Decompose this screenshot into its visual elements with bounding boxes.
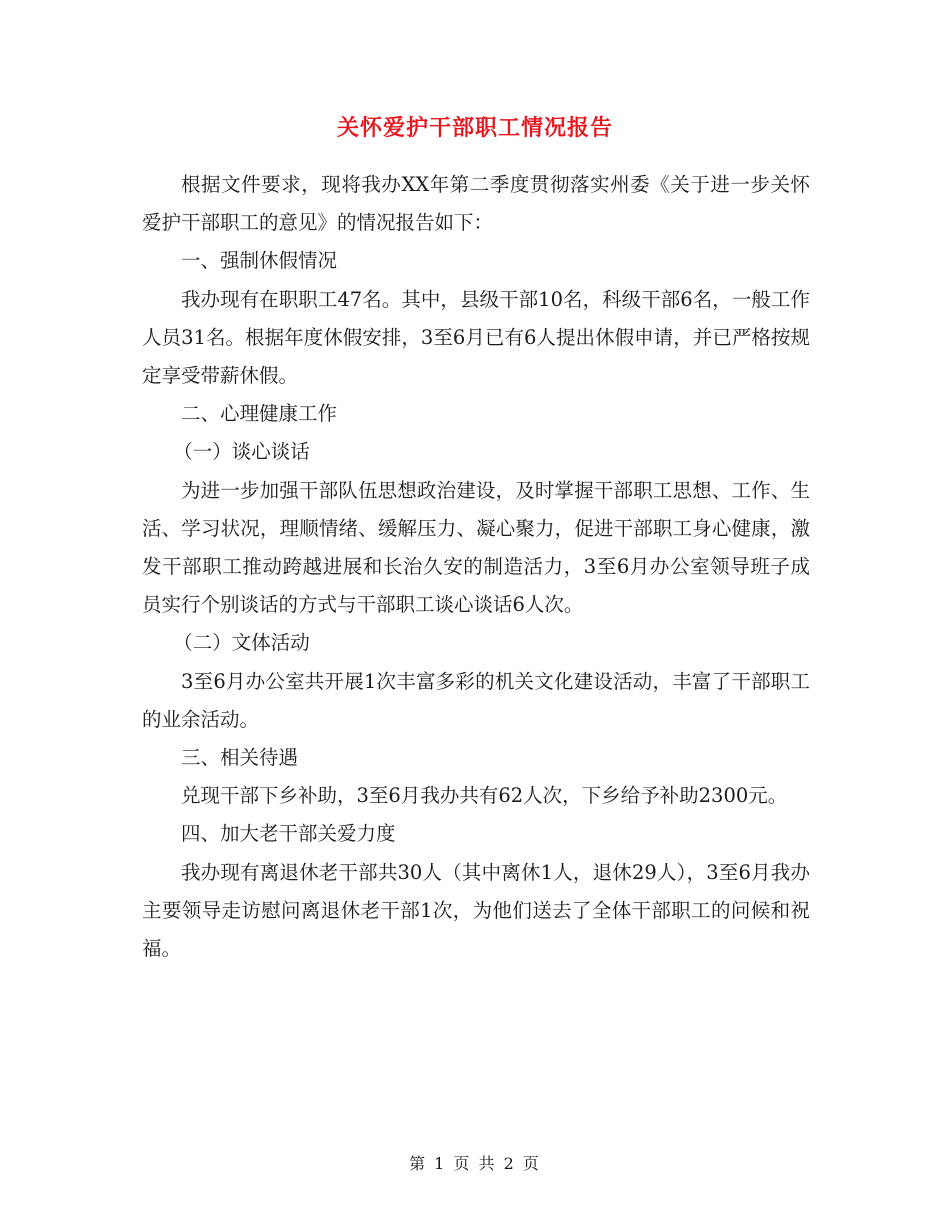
section-heading-4: 四、加大老干部关爱力度 xyxy=(181,822,396,846)
subsection-2-2-paragraph: 3至6月办公室共开展1次丰富多彩的机关文化建设活动，丰富了干部职工的业余活动。 xyxy=(142,669,810,731)
section-heading-3: 三、相关待遇 xyxy=(181,746,299,770)
section-heading-1: 一、强制休假情况 xyxy=(181,249,338,273)
subsection-heading-2-2: （二）文体活动 xyxy=(173,631,310,655)
document-title: 关怀爱护干部职工情况报告 xyxy=(336,115,613,141)
subsection-2-1-paragraph: 为进一步加强干部队伍思想政治建设，及时掌握干部职工思想、工作、生活、学习状况，理顺情绪、缓解压力、凝心聚力，促进干部职工身心健康，激发干部职工推动跨越进展和长治久安的制造活力，3至6月办公室领导班子成员实行个别谈话的方式与干部职工谈心谈话6人次。 xyxy=(142,478,810,617)
page-footer: 第 1 页 共 2 页 xyxy=(409,1154,541,1173)
section-1-paragraph: 我办现有在职职工47名。其中，县级干部10名，科级干部6名，一般工作人员31名。根据年度休假安排，3至6月已有6人提出休假申请，并已严格按规定享受带薪休假。 xyxy=(142,287,810,388)
intro-paragraph: 根据文件要求，现将我办XX年第二季度贯彻落实州委《关于进一步关怀爱护干部职工的意见》的情况报告如下： xyxy=(142,173,810,235)
section-4-paragraph: 我办现有离退休老干部共30人（其中离休1人，退休29人），3至6月我办主要领导走访慰问离退休老干部1次，为他们送去了全体干部职工的问候和祝福。 xyxy=(142,860,810,961)
section-3-paragraph: 兑现干部下乡补助，3至6月我办共有62人次，下乡给予补助2300元。 xyxy=(181,784,788,808)
document-body xyxy=(142,166,810,968)
subsection-heading-2-1: （一）谈心谈话 xyxy=(173,440,310,464)
section-heading-2: 二、心理健康工作 xyxy=(181,402,338,426)
